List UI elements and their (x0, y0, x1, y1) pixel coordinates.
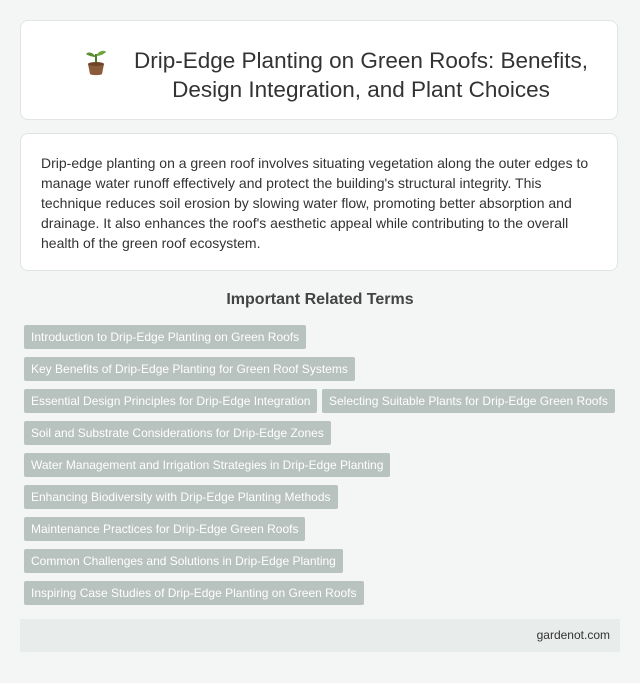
footer (20, 619, 620, 652)
related-term-tag[interactable]: Maintenance Practices for Drip-Edge Green Roofs (24, 517, 305, 541)
related-term-tag[interactable]: Introduction to Drip-Edge Planting on Green Roofs (24, 325, 306, 349)
related-term-tag[interactable]: Selecting Suitable Plants for Drip-Edge Green Roofs (322, 389, 615, 413)
related-terms-heading: Important Related Terms (226, 291, 414, 308)
related-term-tag[interactable]: Soil and Substrate Considerations for Drip-Edge Zones (24, 421, 331, 445)
related-term-tag[interactable]: Enhancing Biodiversity with Drip-Edge Planting Methods (24, 485, 338, 509)
related-term-tag[interactable]: Essential Design Principles for Drip-Edge Integration (24, 389, 317, 413)
seedling-icon (83, 47, 109, 77)
summary-card (20, 133, 618, 271)
related-term-tag[interactable]: Key Benefits of Drip-Edge Planting for Green Roof Systems (24, 357, 355, 381)
title-card (20, 20, 618, 120)
related-term-tag[interactable]: Common Challenges and Solutions in Drip-Edge Planting (24, 549, 343, 573)
related-term-tag[interactable]: Water Management and Irrigation Strategies in Drip-Edge Planting (24, 453, 390, 477)
summary-text: Drip-edge planting on a green roof involves situating vegetation along the outer edges to manage water runoff effectively and protect the building's structural integrity. This technique reduces soil erosion by slowing water flow, promoting better absorption and drainage. It also enhances the roof's aesthetic appeal while contributing to the overall health of the green roof ecosystem. (41, 155, 589, 251)
related-term-tag[interactable]: Inspiring Case Studies of Drip-Edge Planting on Green Roofs (24, 581, 364, 605)
page-title: Drip-Edge Planting on Green Roofs: Benefits, Design Integration, and Plant Choices (134, 48, 588, 102)
footer-site-name: gardenot.com (536, 628, 610, 642)
